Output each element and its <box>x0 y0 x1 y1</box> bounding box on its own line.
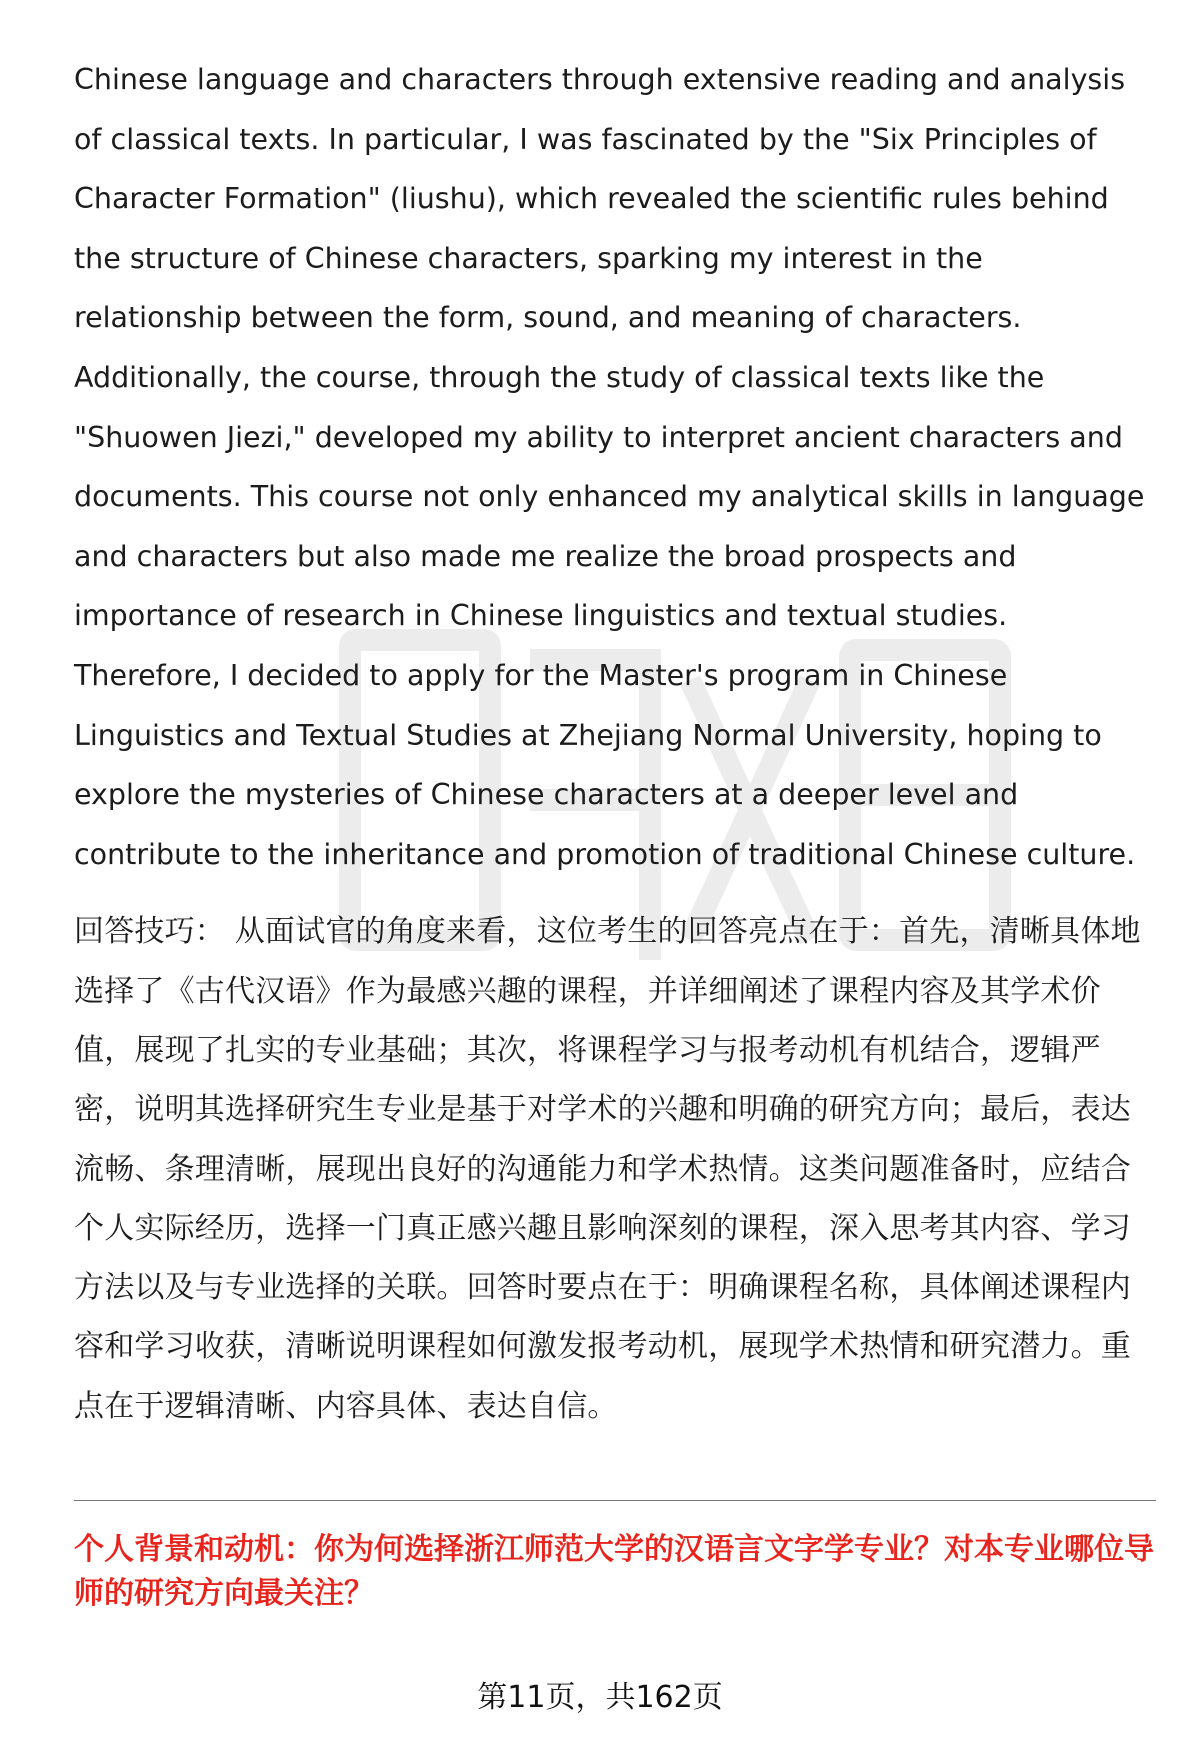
main-content <box>74 50 1154 1436</box>
section-divider <box>74 1500 1156 1501</box>
answer-tip-paragraph: 回答技巧： 从面试官的角度来看，这位考生的回答亮点在于：首先，清晰具体地选择了《古代汉语》作为最感兴趣的课程，并详细阐述了课程内容及其学术价值，展现了扎实的专业基础；其次，将课程学习与报考动机有机结合，逻辑严密，说明其选择研究生专业是基于对学术的兴趣和明确的研究方向；最后，表达流畅、条理清晰，展现出良好的沟通能力和学术热情。这类问题准备时，应结合个人实际经历，选择一门真正感兴趣且影响深刻的课程，深入思考其内容、学习方法以及与专业选择的关联。回答时要点在于：明确课程名称，具体阐述课程内容和学习收获，清晰说明课程如何激发报考动机，展现学术热情和研究潜力。重点在于逻辑清晰、内容具体、表达自信。 <box>74 914 1141 1424</box>
answer-paragraph: Chinese language and characters through extensive reading and analysis of classical texts. In particular, I was fascinated by the "Six Principles of Character Formation" (liushu), which revealed the scientific rules behind the structure of Chinese characters, sparking my interest in the relationship between the form, sound, and meaning of characters. Additionally, the course, through the study of classical texts like the "Shuowen Jiezi," developed my ability to interpret ancient characters and documents. This course not only enhanced my analytical skills in language and characters but also made me realize the broad prospects and importance of research in Chinese linguistics and textual studies. Therefore, I decided to apply for the Master's program in Chinese Linguistics and Textual Studies at Zhejiang Normal University, hoping to explore the mysteries of Chinese characters at a deeper level and contribute to the inheritance and promotion of traditional Chinese culture. <box>74 63 1145 871</box>
page-number: 第11页，共162页 <box>477 1680 723 1715</box>
next-question-heading: 个人背景和动机：你为何选择浙江师范大学的汉语言文字学专业？对本专业哪位导师的研究方向最关注？ <box>74 1532 1154 1611</box>
